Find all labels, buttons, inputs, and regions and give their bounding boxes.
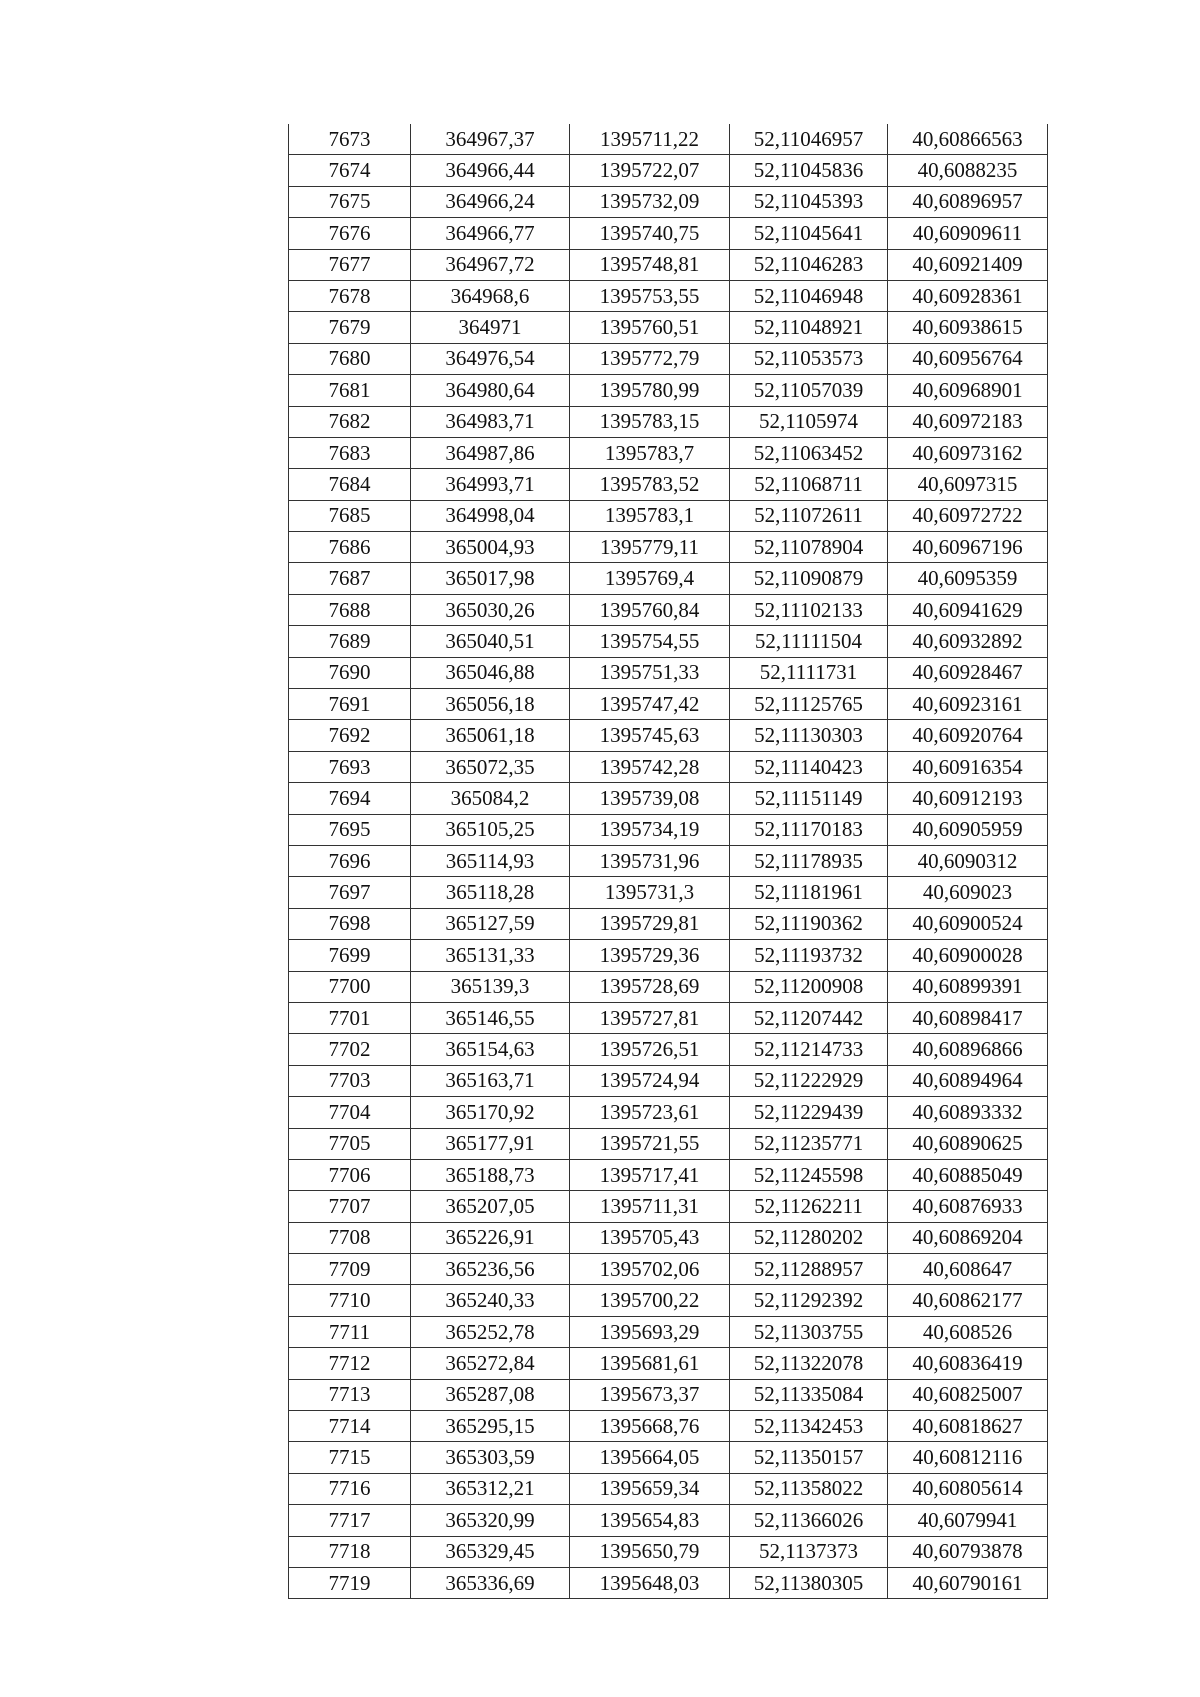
x-coordinate-cell: 365139,3 [411,971,570,1002]
latitude-cell: 52,11335084 [730,1379,888,1410]
y-coordinate-cell: 1395742,28 [570,751,730,782]
longitude-cell: 40,60972183 [888,406,1048,437]
point-number-cell: 7697 [289,877,411,908]
x-coordinate-cell: 365170,92 [411,1097,570,1128]
y-coordinate-cell: 1395705,43 [570,1222,730,1253]
latitude-cell: 52,11222929 [730,1065,888,1096]
y-coordinate-cell: 1395740,75 [570,218,730,249]
table-row [289,783,1048,814]
x-coordinate-cell: 364966,77 [411,218,570,249]
x-coordinate-cell: 365072,35 [411,751,570,782]
x-coordinate-cell: 365329,45 [411,1536,570,1567]
point-number-cell: 7706 [289,1159,411,1190]
x-coordinate-cell: 365320,99 [411,1505,570,1536]
x-coordinate-cell: 365131,33 [411,940,570,971]
y-coordinate-cell: 1395717,41 [570,1159,730,1190]
longitude-cell: 40,60894964 [888,1065,1048,1096]
longitude-cell: 40,60818627 [888,1411,1048,1442]
table-row [289,1285,1048,1316]
longitude-cell: 40,6088235 [888,155,1048,186]
y-coordinate-cell: 1395754,55 [570,626,730,657]
table-row [289,1473,1048,1504]
point-number-cell: 7693 [289,751,411,782]
table-row [289,1128,1048,1159]
point-number-cell: 7688 [289,594,411,625]
y-coordinate-cell: 1395648,03 [570,1567,730,1598]
point-number-cell: 7687 [289,563,411,594]
latitude-cell: 52,1137373 [730,1536,888,1567]
x-coordinate-cell: 364987,86 [411,437,570,468]
x-coordinate-cell: 364998,04 [411,500,570,531]
x-coordinate-cell: 365127,59 [411,908,570,939]
table-row [289,1097,1048,1128]
table-row [289,1222,1048,1253]
table-row [289,312,1048,343]
longitude-cell: 40,60805614 [888,1473,1048,1504]
latitude-cell: 52,11045641 [730,218,888,249]
table-row [289,375,1048,406]
x-coordinate-cell: 364971 [411,312,570,343]
longitude-cell: 40,609023 [888,877,1048,908]
y-coordinate-cell: 1395734,19 [570,814,730,845]
longitude-cell: 40,6090312 [888,845,1048,876]
x-coordinate-cell: 365017,98 [411,563,570,594]
point-number-cell: 7674 [289,155,411,186]
point-number-cell: 7684 [289,469,411,500]
latitude-cell: 52,11280202 [730,1222,888,1253]
y-coordinate-cell: 1395783,15 [570,406,730,437]
y-coordinate-cell: 1395668,76 [570,1411,730,1442]
latitude-cell: 52,11207442 [730,1002,888,1033]
point-number-cell: 7711 [289,1316,411,1347]
table-row [289,626,1048,657]
longitude-cell: 40,60876933 [888,1191,1048,1222]
latitude-cell: 52,11045393 [730,186,888,217]
point-number-cell: 7700 [289,971,411,1002]
latitude-cell: 52,11178935 [730,845,888,876]
point-number-cell: 7683 [289,437,411,468]
x-coordinate-cell: 365295,15 [411,1411,570,1442]
x-coordinate-cell: 365226,91 [411,1222,570,1253]
latitude-cell: 52,11090879 [730,563,888,594]
x-coordinate-cell: 365046,88 [411,657,570,688]
table-row [289,908,1048,939]
table-row [289,406,1048,437]
point-number-cell: 7705 [289,1128,411,1159]
table-row [289,249,1048,280]
point-number-cell: 7678 [289,280,411,311]
point-number-cell: 7703 [289,1065,411,1096]
y-coordinate-cell: 1395726,51 [570,1034,730,1065]
point-number-cell: 7717 [289,1505,411,1536]
point-number-cell: 7714 [289,1411,411,1442]
longitude-cell: 40,60928467 [888,657,1048,688]
table-row [289,1567,1048,1598]
x-coordinate-cell: 364980,64 [411,375,570,406]
table-row [289,877,1048,908]
longitude-cell: 40,60972722 [888,500,1048,531]
table-row [289,940,1048,971]
point-number-cell: 7689 [289,626,411,657]
y-coordinate-cell: 1395729,81 [570,908,730,939]
latitude-cell: 52,11303755 [730,1316,888,1347]
latitude-cell: 52,11102133 [730,594,888,625]
point-number-cell: 7690 [289,657,411,688]
y-coordinate-cell: 1395700,22 [570,1285,730,1316]
latitude-cell: 52,11288957 [730,1254,888,1285]
x-coordinate-cell: 365188,73 [411,1159,570,1190]
x-coordinate-cell: 365287,08 [411,1379,570,1410]
longitude-cell: 40,60812116 [888,1442,1048,1473]
table-row [289,532,1048,563]
y-coordinate-cell: 1395783,7 [570,437,730,468]
y-coordinate-cell: 1395751,33 [570,657,730,688]
latitude-cell: 52,11170183 [730,814,888,845]
longitude-cell: 40,60909611 [888,218,1048,249]
y-coordinate-cell: 1395783,1 [570,500,730,531]
table-row [289,1505,1048,1536]
longitude-cell: 40,60900028 [888,940,1048,971]
latitude-cell: 52,11358022 [730,1473,888,1504]
longitude-cell: 40,60973162 [888,437,1048,468]
longitude-cell: 40,60923161 [888,689,1048,720]
table-row [289,343,1048,374]
longitude-cell: 40,60912193 [888,783,1048,814]
point-number-cell: 7675 [289,186,411,217]
point-number-cell: 7710 [289,1285,411,1316]
point-number-cell: 7708 [289,1222,411,1253]
y-coordinate-cell: 1395731,3 [570,877,730,908]
latitude-cell: 52,11366026 [730,1505,888,1536]
point-number-cell: 7699 [289,940,411,971]
latitude-cell: 52,11063452 [730,437,888,468]
longitude-cell: 40,60900524 [888,908,1048,939]
point-number-cell: 7716 [289,1473,411,1504]
y-coordinate-cell: 1395753,55 [570,280,730,311]
latitude-cell: 52,11151149 [730,783,888,814]
x-coordinate-cell: 364993,71 [411,469,570,500]
point-number-cell: 7694 [289,783,411,814]
point-number-cell: 7677 [289,249,411,280]
y-coordinate-cell: 1395772,79 [570,343,730,374]
table-row [289,1065,1048,1096]
table-row [289,1191,1048,1222]
x-coordinate-cell: 365207,05 [411,1191,570,1222]
x-coordinate-cell: 364967,72 [411,249,570,280]
x-coordinate-cell: 365061,18 [411,720,570,751]
point-number-cell: 7707 [289,1191,411,1222]
longitude-cell: 40,60928361 [888,280,1048,311]
longitude-cell: 40,60916354 [888,751,1048,782]
x-coordinate-cell: 364976,54 [411,343,570,374]
x-coordinate-cell: 364967,37 [411,124,570,155]
latitude-cell: 52,11322078 [730,1348,888,1379]
longitude-cell: 40,60899391 [888,971,1048,1002]
y-coordinate-cell: 1395711,31 [570,1191,730,1222]
x-coordinate-cell: 365004,93 [411,532,570,563]
coordinates-table-body [289,124,1048,1599]
table-row [289,1379,1048,1410]
x-coordinate-cell: 364968,6 [411,280,570,311]
latitude-cell: 52,11200908 [730,971,888,1002]
x-coordinate-cell: 365177,91 [411,1128,570,1159]
latitude-cell: 52,11045836 [730,155,888,186]
y-coordinate-cell: 1395747,42 [570,689,730,720]
table-row [289,1002,1048,1033]
y-coordinate-cell: 1395748,81 [570,249,730,280]
table-row [289,1536,1048,1567]
x-coordinate-cell: 365303,59 [411,1442,570,1473]
latitude-cell: 52,11140423 [730,751,888,782]
longitude-cell: 40,60898417 [888,1002,1048,1033]
y-coordinate-cell: 1395702,06 [570,1254,730,1285]
y-coordinate-cell: 1395731,96 [570,845,730,876]
y-coordinate-cell: 1395729,36 [570,940,730,971]
latitude-cell: 52,11229439 [730,1097,888,1128]
table-row [289,124,1048,155]
x-coordinate-cell: 364983,71 [411,406,570,437]
latitude-cell: 52,1105974 [730,406,888,437]
latitude-cell: 52,11046283 [730,249,888,280]
y-coordinate-cell: 1395780,99 [570,375,730,406]
table-row [289,1034,1048,1065]
longitude-cell: 40,60890625 [888,1128,1048,1159]
point-number-cell: 7712 [289,1348,411,1379]
latitude-cell: 52,11214733 [730,1034,888,1065]
table-row [289,814,1048,845]
latitude-cell: 52,11262211 [730,1191,888,1222]
latitude-cell: 52,11057039 [730,375,888,406]
latitude-cell: 52,11111504 [730,626,888,657]
latitude-cell: 52,11342453 [730,1411,888,1442]
y-coordinate-cell: 1395693,29 [570,1316,730,1347]
longitude-cell: 40,60793878 [888,1536,1048,1567]
point-number-cell: 7685 [289,500,411,531]
table-row [289,1254,1048,1285]
latitude-cell: 52,11130303 [730,720,888,751]
y-coordinate-cell: 1395722,07 [570,155,730,186]
y-coordinate-cell: 1395654,83 [570,1505,730,1536]
point-number-cell: 7682 [289,406,411,437]
y-coordinate-cell: 1395727,81 [570,1002,730,1033]
table-row [289,1348,1048,1379]
x-coordinate-cell: 365272,84 [411,1348,570,1379]
table-row [289,280,1048,311]
x-coordinate-cell: 365146,55 [411,1002,570,1033]
longitude-cell: 40,60869204 [888,1222,1048,1253]
point-number-cell: 7709 [289,1254,411,1285]
longitude-cell: 40,60956764 [888,343,1048,374]
y-coordinate-cell: 1395711,22 [570,124,730,155]
latitude-cell: 52,11053573 [730,343,888,374]
y-coordinate-cell: 1395650,79 [570,1536,730,1567]
latitude-cell: 52,11048921 [730,312,888,343]
x-coordinate-cell: 365056,18 [411,689,570,720]
x-coordinate-cell: 365114,93 [411,845,570,876]
point-number-cell: 7718 [289,1536,411,1567]
table-row [289,563,1048,594]
latitude-cell: 52,11181961 [730,877,888,908]
point-number-cell: 7681 [289,375,411,406]
longitude-cell: 40,60932892 [888,626,1048,657]
table-row [289,971,1048,1002]
y-coordinate-cell: 1395732,09 [570,186,730,217]
y-coordinate-cell: 1395760,84 [570,594,730,625]
table-row [289,155,1048,186]
point-number-cell: 7715 [289,1442,411,1473]
x-coordinate-cell: 365240,33 [411,1285,570,1316]
latitude-cell: 52,11190362 [730,908,888,939]
y-coordinate-cell: 1395760,51 [570,312,730,343]
latitude-cell: 52,11068711 [730,469,888,500]
x-coordinate-cell: 365105,25 [411,814,570,845]
y-coordinate-cell: 1395724,94 [570,1065,730,1096]
table-row [289,218,1048,249]
longitude-cell: 40,60885049 [888,1159,1048,1190]
table-row [289,500,1048,531]
longitude-cell: 40,6079941 [888,1505,1048,1536]
longitude-cell: 40,60920764 [888,720,1048,751]
x-coordinate-cell: 365163,71 [411,1065,570,1096]
x-coordinate-cell: 364966,44 [411,155,570,186]
point-number-cell: 7686 [289,532,411,563]
y-coordinate-cell: 1395723,61 [570,1097,730,1128]
point-number-cell: 7701 [289,1002,411,1033]
coordinates-table [288,124,1048,1599]
point-number-cell: 7713 [289,1379,411,1410]
latitude-cell: 52,11380305 [730,1567,888,1598]
longitude-cell: 40,608526 [888,1316,1048,1347]
longitude-cell: 40,60866563 [888,124,1048,155]
y-coordinate-cell: 1395739,08 [570,783,730,814]
table-row [289,594,1048,625]
longitude-cell: 40,60893332 [888,1097,1048,1128]
point-number-cell: 7698 [289,908,411,939]
y-coordinate-cell: 1395681,61 [570,1348,730,1379]
longitude-cell: 40,6095359 [888,563,1048,594]
y-coordinate-cell: 1395779,11 [570,532,730,563]
table-row [289,1159,1048,1190]
x-coordinate-cell: 365154,63 [411,1034,570,1065]
table-row [289,437,1048,468]
latitude-cell: 52,11125765 [730,689,888,720]
y-coordinate-cell: 1395659,34 [570,1473,730,1504]
point-number-cell: 7702 [289,1034,411,1065]
latitude-cell: 52,11046948 [730,280,888,311]
point-number-cell: 7692 [289,720,411,751]
x-coordinate-cell: 365252,78 [411,1316,570,1347]
latitude-cell: 52,11350157 [730,1442,888,1473]
y-coordinate-cell: 1395783,52 [570,469,730,500]
latitude-cell: 52,11046957 [730,124,888,155]
table-row [289,845,1048,876]
longitude-cell: 40,60905959 [888,814,1048,845]
x-coordinate-cell: 365118,28 [411,877,570,908]
longitude-cell: 40,60862177 [888,1285,1048,1316]
table-row [289,1316,1048,1347]
table-row [289,720,1048,751]
longitude-cell: 40,60941629 [888,594,1048,625]
x-coordinate-cell: 365236,56 [411,1254,570,1285]
x-coordinate-cell: 365040,51 [411,626,570,657]
latitude-cell: 52,11235771 [730,1128,888,1159]
point-number-cell: 7673 [289,124,411,155]
table-row [289,469,1048,500]
table-row [289,186,1048,217]
x-coordinate-cell: 365312,21 [411,1473,570,1504]
longitude-cell: 40,60967196 [888,532,1048,563]
longitude-cell: 40,60968901 [888,375,1048,406]
table-row [289,1442,1048,1473]
longitude-cell: 40,60896866 [888,1034,1048,1065]
latitude-cell: 52,11245598 [730,1159,888,1190]
longitude-cell: 40,6097315 [888,469,1048,500]
longitude-cell: 40,60938615 [888,312,1048,343]
table-row [289,1411,1048,1442]
y-coordinate-cell: 1395664,05 [570,1442,730,1473]
point-number-cell: 7680 [289,343,411,374]
point-number-cell: 7719 [289,1567,411,1598]
longitude-cell: 40,60790161 [888,1567,1048,1598]
longitude-cell: 40,60836419 [888,1348,1048,1379]
point-number-cell: 7704 [289,1097,411,1128]
latitude-cell: 52,11193732 [730,940,888,971]
latitude-cell: 52,11292392 [730,1285,888,1316]
longitude-cell: 40,608647 [888,1254,1048,1285]
point-number-cell: 7679 [289,312,411,343]
y-coordinate-cell: 1395721,55 [570,1128,730,1159]
point-number-cell: 7696 [289,845,411,876]
table-row [289,751,1048,782]
x-coordinate-cell: 365030,26 [411,594,570,625]
y-coordinate-cell: 1395769,4 [570,563,730,594]
longitude-cell: 40,60825007 [888,1379,1048,1410]
point-number-cell: 7676 [289,218,411,249]
y-coordinate-cell: 1395728,69 [570,971,730,1002]
point-number-cell: 7695 [289,814,411,845]
latitude-cell: 52,11078904 [730,532,888,563]
table-row [289,689,1048,720]
longitude-cell: 40,60921409 [888,249,1048,280]
x-coordinate-cell: 365336,69 [411,1567,570,1598]
latitude-cell: 52,11072611 [730,500,888,531]
latitude-cell: 52,1111731 [730,657,888,688]
y-coordinate-cell: 1395745,63 [570,720,730,751]
x-coordinate-cell: 364966,24 [411,186,570,217]
point-number-cell: 7691 [289,689,411,720]
table-row [289,657,1048,688]
longitude-cell: 40,60896957 [888,186,1048,217]
y-coordinate-cell: 1395673,37 [570,1379,730,1410]
x-coordinate-cell: 365084,2 [411,783,570,814]
